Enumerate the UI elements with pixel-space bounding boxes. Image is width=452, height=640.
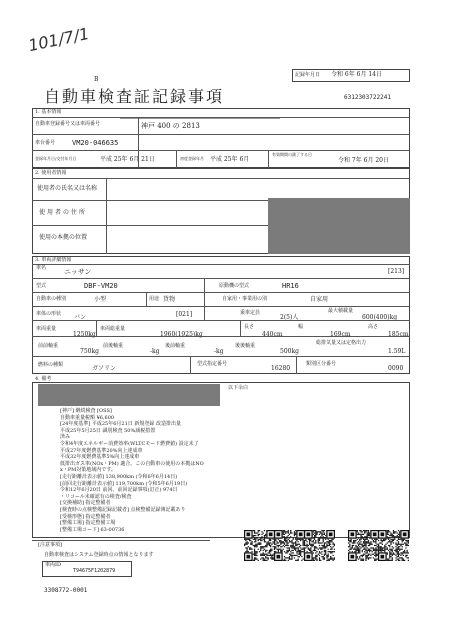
expiry-value: 令和 7年 6月 20日 — [338, 157, 389, 164]
weight-value: 1250kg — [73, 331, 96, 338]
model-label: 型式 — [36, 283, 47, 289]
length-label: 長さ — [244, 324, 255, 330]
remark-line: [前回走行距離計表示値] 119,700km (令和5年6月19日) — [60, 480, 188, 487]
letter-b: B — [94, 76, 99, 83]
displacement-value: 1.59L — [388, 348, 406, 355]
redaction-mark — [120, 118, 280, 119]
first-reg-value: 平成 25年 6月 21日 — [100, 156, 155, 163]
record-date-label: 記録年月日 — [295, 72, 321, 78]
section3-header: 3. 車両詳細情報 — [35, 257, 72, 263]
remark-line: 低排出ガス車(NOx・PM) 適合。この自動車の使用の本拠はNO — [60, 460, 204, 467]
rfaxle-label: 後前軸重 — [165, 343, 186, 349]
engine-label: 原動機の型式 — [219, 283, 250, 289]
first-year-value: 平成 25年 6月 — [210, 156, 250, 163]
remark-line: [整備工場コード] 63-00736 — [60, 526, 125, 533]
make-code: [213] — [388, 268, 405, 275]
qr-code-1 — [244, 530, 275, 561]
fuel-label: 燃料の種類 — [38, 362, 64, 368]
remark-line: 令和4年度エネルギー消費効率(WLTCモード燃費値) 設定未了 — [60, 441, 199, 447]
remark-line: 自動車重量税額 ¥6,600 — [60, 414, 115, 421]
type-label: 自動車の種別 — [36, 296, 67, 302]
class-value: 0090 — [388, 365, 404, 372]
record-number: 6312303722241 — [344, 94, 391, 101]
remark-line: [24年度基準] 平成25年6月21日 新規登録 改造排出量 — [60, 421, 181, 428]
reg-value: 神戸 400 の 2813 — [141, 122, 200, 130]
ffaxle-label: 前前軸重 — [38, 343, 59, 349]
class-label: 類別区分番号 — [306, 361, 337, 367]
section2-header: 2. 使用者情報 — [35, 170, 67, 176]
use-value: 貨物 — [163, 296, 176, 303]
engine-value: HR16 — [282, 282, 299, 290]
first-reg-label: 登録年月日/交付年月日 — [35, 156, 77, 161]
remark-line: 平成32年度燃費基準5%向上達成車 — [60, 454, 140, 461]
height-label: 高さ — [368, 324, 379, 330]
first-year-label: 初度登録年月 — [180, 156, 204, 161]
remark-line: 平成25年5月25日 識別検査 50%減税措置 — [60, 427, 156, 434]
width-value: 169cm — [330, 331, 351, 338]
document-number: 3308772-0001 — [44, 587, 88, 594]
rraxle-value: 500kg — [280, 348, 299, 355]
remark-line: 済み — [60, 434, 71, 441]
remarks-tail: 以下余白 — [228, 385, 249, 391]
remark-line: ・リコール未確認有の検査/検査 — [60, 493, 132, 500]
handwritten-note: 101/7/1 — [26, 23, 91, 56]
displacement-label: 総排気量又は定格出力 — [316, 340, 367, 346]
chassis-label: 車台番号 — [35, 140, 56, 146]
user-name-label: 使用者の氏名又は名称 — [37, 185, 98, 192]
remark-line: [交換補助] 指定整備者 — [60, 500, 111, 507]
fraxle-value: -kg — [150, 348, 160, 355]
make-value: ニッサン — [64, 268, 92, 276]
ffaxle-value: 750kg — [80, 348, 99, 355]
rraxle-label: 後後軸重 — [235, 343, 256, 349]
notice-header: [注意事項] — [38, 542, 62, 548]
length-value: 440cm — [262, 331, 283, 338]
model-value: DBF-VM20 — [84, 282, 118, 290]
typeno-value: 16280 — [271, 365, 291, 372]
purpose-label: 自家用・事業用の別 — [222, 296, 268, 302]
vehicle-id-label: 車両ID — [45, 562, 61, 568]
capacity-value: 2(5)人 — [280, 314, 299, 321]
use-label: 用途 — [149, 296, 160, 302]
make-label: 車名 — [36, 265, 47, 271]
user-info-redaction — [268, 198, 410, 254]
user-address-label: 使用者の住所 — [39, 209, 88, 216]
rfaxle-value: -kg — [214, 348, 224, 355]
remarks-redaction — [38, 384, 220, 406]
maxload-value: 600(400)kg — [362, 314, 398, 321]
gross-value: 1960(1925)kg — [160, 331, 203, 338]
gross-label: 車両総重量 — [100, 326, 126, 332]
record-date-value: 令和 6年 6月 14日 — [331, 71, 382, 78]
remark-line: [走行距離計表示値] 138,900km (令和6年6月14日) — [60, 474, 178, 480]
width-label: 幅 — [298, 324, 304, 330]
type-value: 小型 — [94, 296, 107, 303]
page-title: 自動車検査証記録事項 — [44, 87, 225, 106]
body-label: 車体の形状 — [36, 311, 62, 317]
expiry-label: 有効期間の満了する日 — [272, 152, 312, 157]
qr-code-4 — [348, 530, 379, 561]
qr-code-3 — [304, 530, 335, 561]
vehicle-id-value: T94675F1202879 — [73, 568, 116, 574]
section4-header: 4. 備考 — [35, 376, 52, 382]
remark-line: [整備工場] 指定整備工場 — [60, 520, 116, 527]
remark-line: [検査時の点検整備記録記載者] 点検整備記録簿記載あり — [60, 507, 186, 513]
base-label: 使用の本拠の位置 — [39, 234, 88, 241]
remark-line: [受検形態] 指定整備者 — [60, 513, 111, 520]
maxload-label: 最大積載量 — [328, 308, 354, 314]
body-code: [021] — [176, 311, 193, 318]
typeno-label: 型式指定番号 — [197, 361, 228, 367]
fuel-value: ガソリン — [92, 365, 117, 372]
remark-line: 平成27年度燃費基準20%向上達成車 — [60, 447, 143, 454]
capacity-label: 乗車定員 — [240, 310, 261, 316]
qr-code-5 — [378, 530, 409, 561]
weight-label: 車両重量 — [36, 326, 57, 332]
body-value: バン — [74, 314, 87, 321]
remark-line: [神戸] 継続検査 [OSS] — [60, 408, 112, 414]
remark-line: x・PM対策地域内です。 — [60, 467, 116, 474]
reg-label: 自動車登録番号又は車両番号 — [35, 121, 101, 127]
section1-header: 1. 基本情報 — [35, 109, 62, 115]
purpose-value: 自家用 — [310, 296, 329, 303]
notice-text: 自動車検査はシステム登録時点の情報となります — [44, 552, 154, 558]
remark-line: 令和12年6月20日 前回、前回記録事項(訂正) 974日 — [60, 487, 178, 494]
height-value: 185cm — [388, 331, 409, 338]
fraxle-label: 前後軸重 — [103, 343, 124, 349]
qr-code-2 — [274, 530, 305, 561]
chassis-value: VM20-046635 — [72, 139, 119, 147]
